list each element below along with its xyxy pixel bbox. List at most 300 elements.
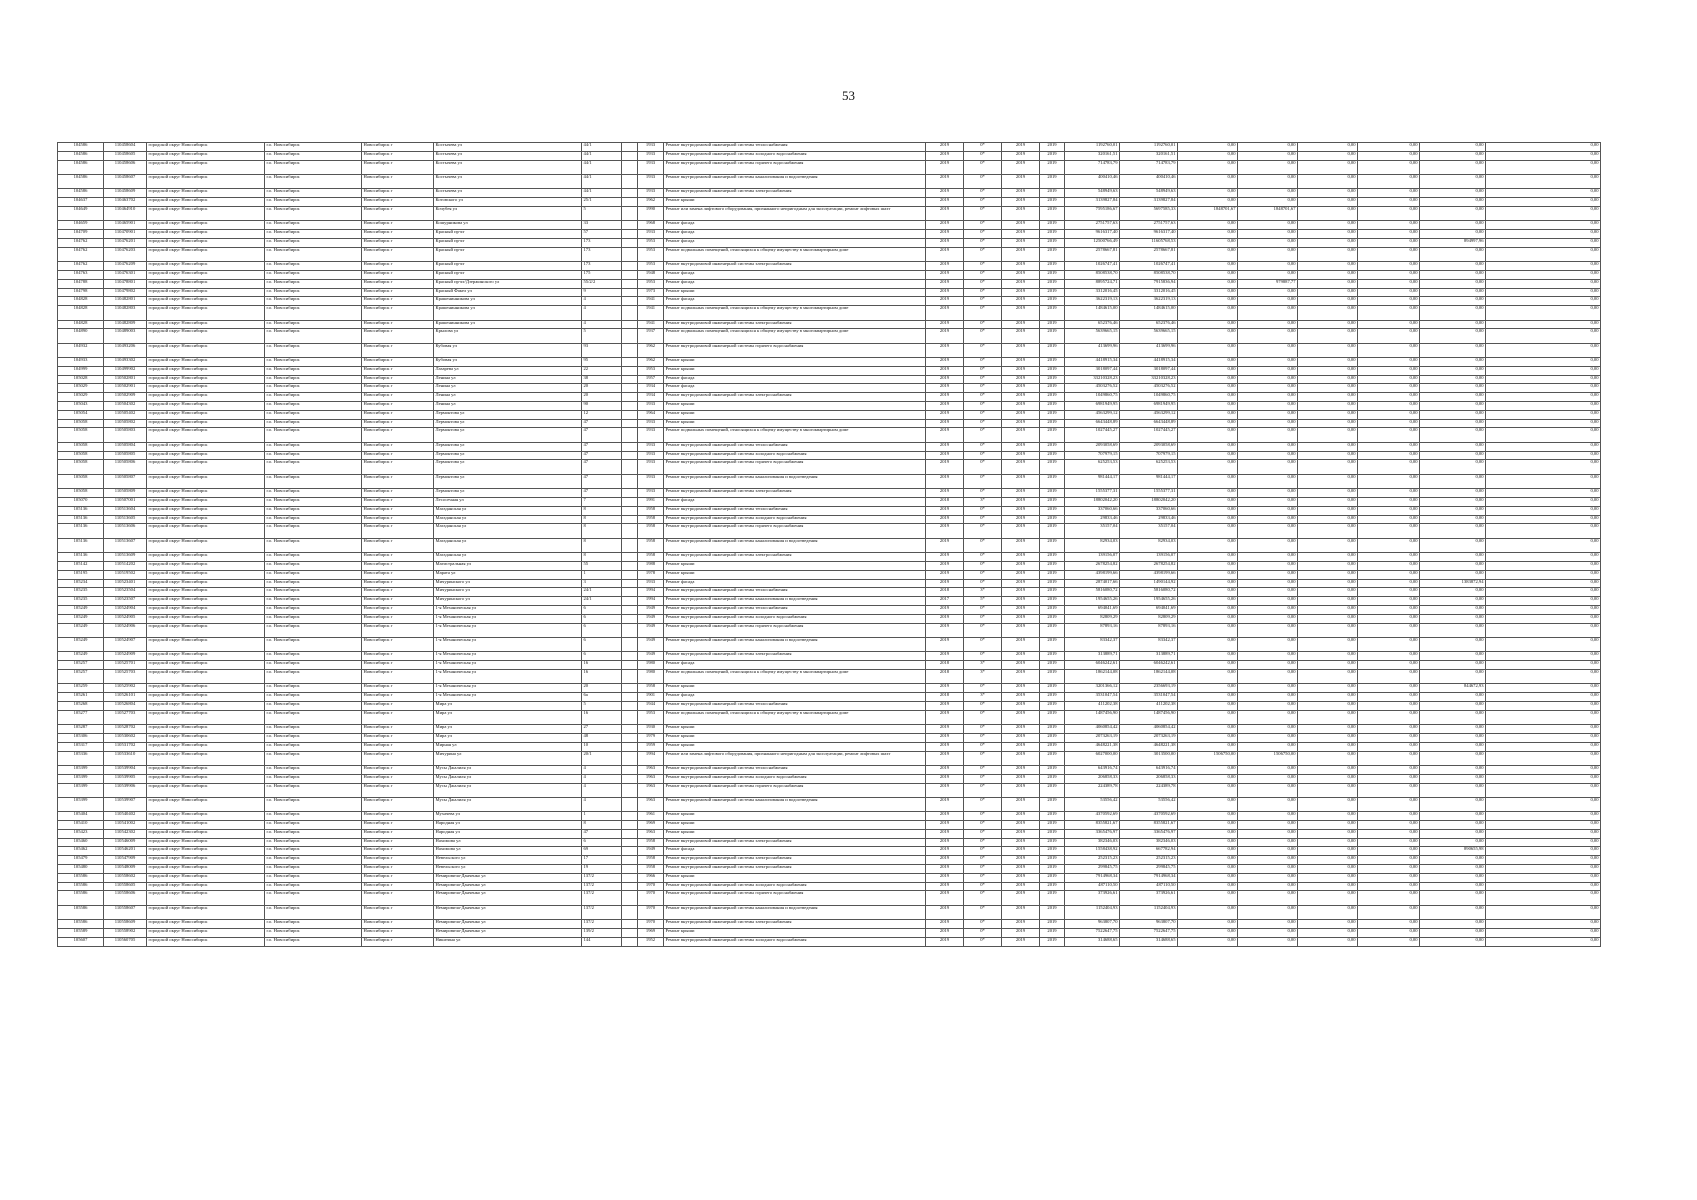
cell-fund-amount: 373926,61 <box>1120 891 1178 905</box>
cell-regional-amount: 0,00 <box>1238 419 1298 428</box>
table-row <box>58 498 1601 507</box>
cell-local-amount: 0,00 <box>1298 160 1358 174</box>
cell-fund-amount: 3531047,54 <box>1120 693 1178 702</box>
table-row <box>58 637 1601 651</box>
cell-settlement: г.о. Новосибирск <box>265 652 362 661</box>
cell-work-id: 110558607 <box>104 905 147 919</box>
cell-total-cost: 963807,70 <box>1065 920 1120 929</box>
table-row <box>58 515 1601 524</box>
cell-regional-amount: 0,00 <box>1238 306 1298 320</box>
cell-total-cost: 411202,38 <box>1065 701 1120 710</box>
cell-end-year: 2019 <box>1040 742 1065 751</box>
cell-end-year: 2019 <box>1040 597 1065 606</box>
table-row <box>58 905 1601 919</box>
cell-settlement: г.о. Новосибирск <box>265 570 362 579</box>
cell-work-type: Ремонт внутридомовой инженерной системы электроснабжения <box>664 262 926 271</box>
cell-built-year: 1953 <box>638 238 664 247</box>
cell-federal-amount: 0,00 <box>1178 725 1238 734</box>
cell-federal-amount: 0,00 <box>1178 498 1238 507</box>
cell-street: Магаданская ул <box>434 506 582 515</box>
cell-built-year: 1934 <box>638 393 664 402</box>
cell-building <box>622 774 638 783</box>
cell-total-cost: 1484615,00 <box>1065 306 1120 320</box>
cell-city: Новосибирск г <box>362 701 434 710</box>
cell-house-id: 105029 <box>58 393 104 402</box>
cell-category: 0* <box>964 553 1002 562</box>
cell-settlement: г.о. Новосибирск <box>265 270 362 279</box>
cell-building <box>622 597 638 606</box>
cell-street: Мирная ул <box>434 742 582 751</box>
cell-house-number: 6 <box>582 614 622 623</box>
cell-local-amount: 0,00 <box>1298 751 1358 765</box>
cell-owners-amount: 0,00 <box>1358 288 1420 297</box>
cell-building <box>622 402 638 411</box>
cell-end-year: 2019 <box>1040 366 1065 375</box>
cell-house-id: 105249 <box>58 637 104 651</box>
cell-built-year: 1994 <box>638 751 664 765</box>
cell-city: Новосибирск г <box>362 474 434 488</box>
cell-building <box>622 538 638 552</box>
cell-federal-amount: 0,00 <box>1178 821 1238 830</box>
cell-category: 0* <box>964 329 1002 343</box>
cell-plan-year: 2019 <box>926 937 964 946</box>
cell-house-id: 105317 <box>58 742 104 751</box>
cell-local-amount: 0,00 <box>1298 329 1358 343</box>
cell-work-id: 110514202 <box>104 562 147 571</box>
cell-building <box>622 230 638 239</box>
cell-other-amount: 0,00 <box>1420 143 1486 152</box>
cell-built-year: 1949 <box>638 652 664 661</box>
cell-building <box>622 174 638 188</box>
cell-building <box>622 856 638 865</box>
cell-built-year: 1933 <box>638 402 664 411</box>
cell-work-type: Ремонт крыши <box>664 358 926 367</box>
cell-work-id: 110513607 <box>104 538 147 552</box>
cell-work-type: Ремонт крыши <box>664 725 926 734</box>
cell-total-cost: 1954655,26 <box>1065 597 1120 606</box>
cell-reserve-amount: 0,00 <box>1486 562 1601 571</box>
cell-reserve-amount: 0,00 <box>1486 160 1601 174</box>
cell-city: Новосибирск г <box>362 865 434 874</box>
cell-built-year: 1933 <box>638 151 664 160</box>
cell-work-type: Ремонт фасада <box>664 661 926 670</box>
cell-start-year: 2019 <box>1002 460 1040 474</box>
cell-reserve-amount: 0,00 <box>1486 605 1601 614</box>
table-row <box>58 262 1601 271</box>
cell-settlement: г.о. Новосибирск <box>265 562 362 571</box>
cell-total-cost: 981444,17 <box>1065 474 1120 488</box>
cell-reserve-amount: 0,00 <box>1486 920 1601 929</box>
cell-category: 3* <box>964 669 1002 683</box>
cell-settlement: г.о. Новосибирск <box>265 597 362 606</box>
cell-plan-year: 2019 <box>926 279 964 288</box>
cell-category: 0* <box>964 579 1002 588</box>
cell-work-type: Ремонт внутридомовой инженерной системы холодного водоснабжения <box>664 451 926 460</box>
cell-regional-amount: 0,00 <box>1238 320 1298 329</box>
table-row <box>58 442 1601 451</box>
cell-street: Костычева ул <box>434 151 582 160</box>
cell-house-id: 105586 <box>58 882 104 891</box>
cell-street: Немировича-Данченко ул <box>434 873 582 882</box>
cell-settlement: г.о. Новосибирск <box>265 725 362 734</box>
table-row <box>58 270 1601 279</box>
cell-settlement: г.о. Новосибирск <box>265 375 362 384</box>
cell-federal-amount: 0,00 <box>1178 320 1238 329</box>
table-row <box>58 384 1601 393</box>
cell-total-cost: 6643448,89 <box>1065 419 1120 428</box>
cell-owners-amount: 0,00 <box>1358 442 1420 451</box>
cell-settlement: г.о. Новосибирск <box>265 891 362 905</box>
cell-house-number: 55/2/2 <box>582 279 622 288</box>
cell-regional-amount: 0,00 <box>1238 247 1298 261</box>
cell-work-id: 110478801 <box>104 279 147 288</box>
cell-start-year: 2019 <box>1002 428 1040 442</box>
cell-start-year: 2019 <box>1002 206 1040 220</box>
cell-fund-amount: 1954655,26 <box>1120 597 1178 606</box>
table-row <box>58 393 1601 402</box>
cell-municipality: городской округ Новосибирск <box>147 774 265 783</box>
cell-total-cost: 2093058,69 <box>1065 442 1120 451</box>
cell-work-id: 110482809 <box>104 320 147 329</box>
cell-owners-amount: 0,00 <box>1358 765 1420 774</box>
cell-federal-amount: 0,00 <box>1178 623 1238 637</box>
cell-regional-amount: 0,00 <box>1238 873 1298 882</box>
cell-house-id: 105404 <box>58 812 104 821</box>
cell-local-amount: 0,00 <box>1298 402 1358 411</box>
cell-settlement: г.о. Новосибирск <box>265 297 362 306</box>
cell-local-amount: 0,00 <box>1298 891 1358 905</box>
cell-built-year: 1933 <box>638 579 664 588</box>
cell-total-cost: 7914968,34 <box>1065 873 1120 882</box>
cell-owners-amount: 0,00 <box>1358 605 1420 614</box>
cell-street: Лермонтова ул <box>434 442 582 451</box>
cell-house-id: 105028 <box>58 375 104 384</box>
table-row <box>58 524 1601 538</box>
cell-building <box>622 652 638 661</box>
cell-work-id: 110458607 <box>104 174 147 188</box>
cell-end-year: 2019 <box>1040 489 1065 498</box>
cell-municipality: городской округ Новосибирск <box>147 579 265 588</box>
cell-municipality: городской округ Новосибирск <box>147 343 265 357</box>
cell-house-number: 3 <box>582 579 622 588</box>
cell-house-id: 104586 <box>58 151 104 160</box>
cell-work-id: 110533610 <box>104 751 147 765</box>
cell-work-type: Ремонт подвальных помещений, относящихся к общему имуществу в многоквартирном доме <box>664 428 926 442</box>
cell-end-year: 2019 <box>1040 812 1065 821</box>
cell-other-amount: 0,00 <box>1420 797 1486 811</box>
cell-house-id: 105058 <box>58 442 104 451</box>
cell-built-year: 1953 <box>638 247 664 261</box>
cell-house-id: 105257 <box>58 669 104 683</box>
cell-fund-amount: 299845,75 <box>1120 865 1178 874</box>
cell-owners-amount: 0,00 <box>1358 783 1420 797</box>
cell-work-id: 110560705 <box>104 937 147 946</box>
cell-municipality: городской округ Новосибирск <box>147 515 265 524</box>
cell-settlement: г.о. Новосибирск <box>265 937 362 946</box>
cell-reserve-amount: 0,00 <box>1486 553 1601 562</box>
cell-settlement: г.о. Новосибирск <box>265 865 362 874</box>
cell-local-amount: 0,00 <box>1298 288 1358 297</box>
cell-street: Ленина ул <box>434 393 582 402</box>
cell-regional-amount: 0,00 <box>1238 270 1298 279</box>
cell-reserve-amount: 0,00 <box>1486 279 1601 288</box>
cell-owners-amount: 0,00 <box>1358 419 1420 428</box>
cell-regional-amount: 1848701,67 <box>1238 206 1298 220</box>
cell-owners-amount: 0,00 <box>1358 230 1420 239</box>
cell-fund-amount: 7915836,94 <box>1120 279 1178 288</box>
cell-house-id: 105058 <box>58 419 104 428</box>
cell-house-number: 20 <box>582 393 622 402</box>
cell-start-year: 2019 <box>1002 384 1040 393</box>
cell-plan-year: 2018 <box>926 498 964 507</box>
cell-start-year: 2019 <box>1002 143 1040 152</box>
table-row <box>58 562 1601 571</box>
cell-local-amount: 0,00 <box>1298 524 1358 538</box>
cell-reserve-amount: 0,00 <box>1486 882 1601 891</box>
cell-city: Новосибирск г <box>362 937 434 946</box>
cell-built-year: 1964 <box>638 410 664 419</box>
cell-house-id: 105142 <box>58 562 104 571</box>
cell-total-cost: 1192760,01 <box>1065 143 1120 152</box>
cell-local-amount: 0,00 <box>1298 742 1358 751</box>
cell-fund-amount: 224389,78 <box>1120 783 1178 797</box>
cell-start-year: 2019 <box>1002 288 1040 297</box>
cell-work-type: Ремонт внутридомовой инженерной системы теплоснабжения <box>664 143 926 152</box>
cell-other-amount: 0,00 <box>1420 506 1486 515</box>
cell-city: Новосибирск г <box>362 929 434 938</box>
cell-start-year: 2019 <box>1002 623 1040 637</box>
cell-owners-amount: 0,00 <box>1358 538 1420 552</box>
cell-street: Кубовая ул <box>434 343 582 357</box>
cell-reserve-amount: 0,00 <box>1486 151 1601 160</box>
cell-settlement: г.о. Новосибирск <box>265 143 362 152</box>
cell-end-year: 2019 <box>1040 865 1065 874</box>
cell-city: Новосибирск г <box>362 151 434 160</box>
cell-owners-amount: 0,00 <box>1358 751 1420 765</box>
cell-federal-amount: 0,00 <box>1178 812 1238 821</box>
cell-built-year: 1933 <box>638 230 664 239</box>
cell-built-year: 1968 <box>638 221 664 230</box>
cell-built-year: 1958 <box>638 684 664 693</box>
table-row <box>58 797 1601 811</box>
cell-end-year: 2019 <box>1040 151 1065 160</box>
cell-built-year: 1970 <box>638 920 664 929</box>
cell-plan-year: 2019 <box>926 821 964 830</box>
cell-built-year: 1963 <box>638 765 664 774</box>
cell-work-type: Ремонт внутридомовой инженерной системы горячего водоснабжения <box>664 460 926 474</box>
cell-federal-amount: 0,00 <box>1178 579 1238 588</box>
cell-building <box>622 498 638 507</box>
cell-fund-amount: 400410,46 <box>1120 174 1178 188</box>
cell-regional-amount: 0,00 <box>1238 524 1298 538</box>
cell-category: 0* <box>964 174 1002 188</box>
cell-regional-amount: 0,00 <box>1238 725 1298 734</box>
cell-federal-amount: 0,00 <box>1178 614 1238 623</box>
cell-street: Мусы Джалиля ул <box>434 774 582 783</box>
cell-local-amount: 0,00 <box>1298 865 1358 874</box>
cell-total-cost: 5639665,15 <box>1065 329 1120 343</box>
cell-owners-amount: 0,00 <box>1358 506 1420 515</box>
cell-municipality: городской округ Новосибирск <box>147 693 265 702</box>
cell-local-amount: 0,00 <box>1298 279 1358 288</box>
cell-street: Лермонтова ул <box>434 410 582 419</box>
cell-settlement: г.о. Новосибирск <box>265 797 362 811</box>
cell-other-amount: 0,00 <box>1420 189 1486 198</box>
cell-house-number: 7 <box>582 498 622 507</box>
cell-owners-amount: 0,00 <box>1358 742 1420 751</box>
cell-reserve-amount: 0,00 <box>1486 238 1601 247</box>
cell-owners-amount: 0,00 <box>1358 189 1420 198</box>
cell-house-id: 105586 <box>58 905 104 919</box>
cell-built-year: 1994 <box>638 588 664 597</box>
cell-work-type: Ремонт внутридомовой инженерной системы горячего водоснабжения <box>664 343 926 357</box>
cell-start-year: 2019 <box>1002 597 1040 606</box>
cell-municipality: городской округ Новосибирск <box>147 829 265 838</box>
cell-settlement: г.о. Новосибирск <box>265 701 362 710</box>
cell-city: Новосибирск г <box>362 402 434 411</box>
cell-municipality: городской округ Новосибирск <box>147 661 265 670</box>
cell-local-amount: 0,00 <box>1298 783 1358 797</box>
cell-federal-amount: 0,00 <box>1178 891 1238 905</box>
cell-building <box>622 366 638 375</box>
cell-built-year: 1962 <box>638 198 664 207</box>
cell-fund-amount: 4503276,52 <box>1120 384 1178 393</box>
cell-built-year: 1963 <box>638 783 664 797</box>
cell-category: 3* <box>964 693 1002 702</box>
cell-total-cost: 87893,16 <box>1065 623 1120 637</box>
cell-city: Новосибирск г <box>362 597 434 606</box>
cell-house-id: 105607 <box>58 937 104 946</box>
cell-house-id: 105249 <box>58 605 104 614</box>
cell-street: Лермонтова ул <box>434 489 582 498</box>
cell-settlement: г.о. Новосибирск <box>265 384 362 393</box>
cell-regional-amount: 0,00 <box>1238 160 1298 174</box>
capital-repair-register-table <box>57 142 1601 947</box>
cell-house-number: 8 <box>582 524 622 538</box>
cell-fund-amount: 8355821,67 <box>1120 821 1178 830</box>
cell-local-amount: 0,00 <box>1298 460 1358 474</box>
cell-start-year: 2019 <box>1002 588 1040 597</box>
cell-total-cost: 2678254,82 <box>1065 562 1120 571</box>
cell-house-id: 105423 <box>58 829 104 838</box>
cell-regional-amount: 0,00 <box>1238 262 1298 271</box>
cell-settlement: г.о. Новосибирск <box>265 829 362 838</box>
cell-category: 0* <box>964 460 1002 474</box>
cell-owners-amount: 0,00 <box>1358 797 1420 811</box>
cell-reserve-amount: 0,00 <box>1486 829 1601 838</box>
cell-building <box>622 428 638 442</box>
cell-settlement: г.о. Новосибирск <box>265 358 362 367</box>
cell-municipality: городской округ Новосибирск <box>147 410 265 419</box>
cell-other-amount: 0,00 <box>1420 384 1486 393</box>
cell-other-amount: 0,00 <box>1420 428 1486 442</box>
cell-owners-amount: 0,00 <box>1358 937 1420 946</box>
cell-other-amount: 0,00 <box>1420 588 1486 597</box>
cell-work-id: 110528702 <box>104 725 147 734</box>
cell-fund-amount: 83342,37 <box>1120 637 1178 651</box>
cell-house-number: 4 <box>582 765 622 774</box>
cell-work-id: 110526101 <box>104 693 147 702</box>
cell-street: Крашенинникова ул <box>434 306 582 320</box>
cell-settlement: г.о. Новосибирск <box>265 442 362 451</box>
table-row <box>58 343 1601 357</box>
register-body <box>58 143 1601 947</box>
cell-built-year: 1958 <box>638 506 664 515</box>
cell-building <box>622 393 638 402</box>
cell-built-year: 1969 <box>638 929 664 938</box>
cell-fund-amount: 139156,07 <box>1120 553 1178 562</box>
cell-start-year: 2019 <box>1002 821 1040 830</box>
cell-city: Новосибирск г <box>362 221 434 230</box>
cell-total-cost: 8895724,71 <box>1065 279 1120 288</box>
cell-plan-year: 2019 <box>926 623 964 637</box>
cell-work-id: 110519502 <box>104 570 147 579</box>
cell-house-number: 12 <box>582 410 622 419</box>
cell-reserve-amount: 0,00 <box>1486 230 1601 239</box>
cell-other-amount: 0,00 <box>1420 262 1486 271</box>
cell-local-amount: 0,00 <box>1298 562 1358 571</box>
cell-owners-amount: 0,00 <box>1358 570 1420 579</box>
cell-total-cost: 9616317,40 <box>1065 230 1120 239</box>
cell-federal-amount: 0,00 <box>1178 160 1238 174</box>
cell-regional-amount: 0,00 <box>1238 920 1298 929</box>
cell-house-number: 8 <box>582 506 622 515</box>
cell-owners-amount: 0,00 <box>1358 637 1420 651</box>
cell-street: Костычева ул <box>434 174 582 188</box>
cell-reserve-amount: 0,00 <box>1486 366 1601 375</box>
cell-other-amount: 0,00 <box>1420 498 1486 507</box>
cell-total-cost: 707979,15 <box>1065 451 1120 460</box>
cell-work-id: 110541002 <box>104 821 147 830</box>
cell-building <box>622 847 638 856</box>
cell-municipality: городской округ Новосибирск <box>147 498 265 507</box>
cell-regional-amount: 0,00 <box>1238 847 1298 856</box>
cell-settlement: г.о. Новосибирск <box>265 929 362 938</box>
cell-owners-amount: 0,00 <box>1358 375 1420 384</box>
cell-fund-amount: 320161,51 <box>1120 151 1178 160</box>
cell-work-id: 110558605 <box>104 882 147 891</box>
cell-owners-amount: 0,00 <box>1358 160 1420 174</box>
cell-local-amount: 0,00 <box>1298 905 1358 919</box>
cell-other-amount: 0,00 <box>1420 451 1486 460</box>
cell-work-type: Ремонт внутридомовой инженерной системы теплоснабжения <box>664 765 926 774</box>
cell-federal-amount: 0,00 <box>1178 920 1238 929</box>
cell-street: Лесосечная ул <box>434 498 582 507</box>
cell-federal-amount: 0,00 <box>1178 343 1238 357</box>
cell-street: Ленина ул <box>434 375 582 384</box>
cell-reserve-amount: 0,00 <box>1486 306 1601 320</box>
cell-other-amount: 0,00 <box>1420 742 1486 751</box>
cell-owners-amount: 0,00 <box>1358 891 1420 905</box>
cell-fund-amount: 82809,29 <box>1120 614 1178 623</box>
cell-house-number: 137/2 <box>582 905 622 919</box>
cell-house-number: 16 <box>582 661 622 670</box>
table-row <box>58 553 1601 562</box>
cell-plan-year: 2019 <box>926 489 964 498</box>
cell-work-id: 110531702 <box>104 742 147 751</box>
cell-street: Кошурникова ул <box>434 221 582 230</box>
cell-owners-amount: 0,00 <box>1358 366 1420 375</box>
cell-total-cost: 4370592,69 <box>1065 812 1120 821</box>
cell-end-year: 2019 <box>1040 701 1065 710</box>
cell-built-year: 1941 <box>638 320 664 329</box>
cell-built-year: 1933 <box>638 160 664 174</box>
cell-building <box>622 614 638 623</box>
cell-house-id: 104586 <box>58 189 104 198</box>
cell-city: Новосибирск г <box>362 570 434 579</box>
cell-fund-amount: 1152404,93 <box>1120 905 1178 919</box>
cell-house-id: 105058 <box>58 489 104 498</box>
